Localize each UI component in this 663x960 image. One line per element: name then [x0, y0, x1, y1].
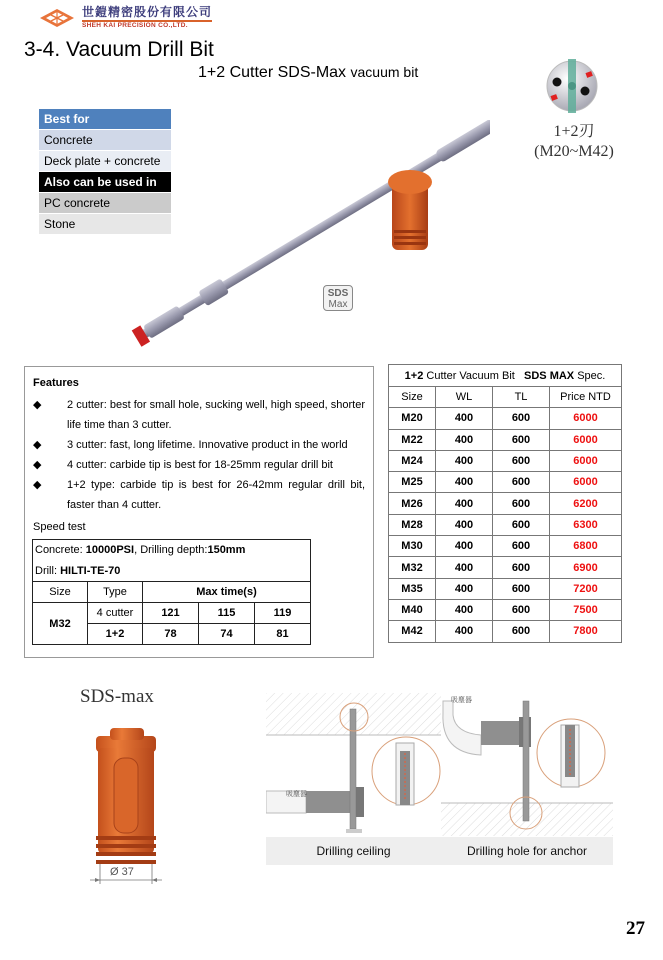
spec-price-cell: 6000 — [550, 408, 622, 429]
cutter-type-line1: 1+2刃 — [553, 123, 595, 140]
features-title: Features — [33, 377, 79, 389]
header-type: Type — [88, 582, 143, 603]
adapter-title: SDS-max — [80, 686, 154, 707]
depth-value: 150mm — [207, 544, 246, 557]
diamond-logo-icon — [38, 8, 76, 28]
sds-max-badge — [323, 285, 353, 311]
spec-price-cell: 7500 — [550, 599, 622, 620]
product-subtitle — [198, 64, 418, 82]
company-name-cn: 世鎧精密股份有限公司 — [82, 6, 212, 22]
spec-size-cell: M24 — [389, 450, 436, 471]
header-max-time: Max time(s) — [143, 582, 311, 603]
speed-test-drill — [33, 561, 311, 582]
spec-row — [389, 578, 622, 599]
concrete-value: 10000PSI — [85, 544, 135, 557]
also-used-item: Stone — [39, 214, 171, 234]
spec-row — [389, 408, 622, 429]
cutter-type-line2: (M20~M42) — [534, 143, 614, 160]
feature-text: 2 cutter: best for small hole, sucking well, high speed, shorter life time than 3 cutter. — [67, 399, 365, 431]
drill-value: HILTI-TE-70 — [60, 564, 121, 577]
spec-size-cell: M30 — [389, 536, 436, 557]
subtitle-small: vacuum bit — [350, 64, 419, 80]
spec-wl-cell: 400 — [436, 514, 493, 535]
spec-price-cell: 6000 — [550, 450, 622, 471]
speed-type-cell: 4 cutter — [88, 603, 143, 624]
speed-test-label: Speed test — [33, 521, 86, 533]
speed-time-cell: 78 — [143, 624, 199, 645]
spec-price-cell: 6300 — [550, 514, 622, 535]
spec-size-cell: M32 — [389, 557, 436, 578]
spec-size-cell: M28 — [389, 514, 436, 535]
drill-label: Drill: — [35, 564, 61, 577]
features-panel — [24, 366, 374, 658]
diamond-bullet-icon: ◆ — [33, 459, 42, 471]
spec-price-cell: 6800 — [550, 536, 622, 557]
speed-time-cell: 115 — [199, 603, 255, 624]
speed-time-cell: 74 — [199, 624, 255, 645]
speed-size-cell: M32 — [33, 603, 88, 645]
spec-tl-cell: 600 — [493, 493, 550, 514]
speed-type-cell: 1+2 — [88, 624, 143, 645]
vacuum-label-2: 吸塵器 — [451, 697, 472, 704]
drilling-anchor-diagram — [441, 693, 613, 865]
spec-tl-cell: 600 — [493, 450, 550, 471]
page-number: 27 — [626, 918, 645, 939]
also-used-header: Also can be used in — [39, 172, 171, 192]
spec-table — [388, 364, 622, 643]
spec-tl-cell: 600 — [493, 408, 550, 429]
spec-wl-cell: 400 — [436, 621, 493, 642]
cutter-face-image — [544, 58, 600, 114]
header-size: Size — [33, 582, 88, 603]
feature-item — [33, 395, 365, 435]
spec-header-wl: WL — [436, 387, 493, 408]
spec-price-cell: 7800 — [550, 621, 622, 642]
feature-item — [33, 455, 365, 475]
spec-tl-cell: 600 — [493, 557, 550, 578]
depth-label: , Drilling depth: — [134, 544, 208, 557]
spec-row — [389, 514, 622, 535]
subtitle-main: 1+2 Cutter SDS-Max — [198, 64, 347, 81]
spec-row — [389, 493, 622, 514]
ceiling-caption: Drilling ceiling — [266, 837, 441, 865]
spec-size-cell: M42 — [389, 621, 436, 642]
spec-size-cell: M26 — [389, 493, 436, 514]
sds-badge-line2: Max — [328, 299, 348, 310]
feature-text: 1+2 type: carbide tip is best for 26-42mm regular drill bit, faster than 4 cutter. — [67, 479, 365, 511]
page-title: 3-4. Vacuum Drill Bit — [24, 38, 214, 61]
spec-price-cell: 6000 — [550, 472, 622, 493]
features-list — [33, 395, 365, 515]
vacuum-label: 吸塵器 — [286, 791, 307, 798]
feature-item — [33, 435, 365, 455]
diamond-bullet-icon: ◆ — [33, 399, 42, 411]
spec-price-cell: 6900 — [550, 557, 622, 578]
spec-tl-cell: 600 — [493, 621, 550, 642]
spec-wl-cell: 400 — [436, 536, 493, 557]
spec-wl-cell: 400 — [436, 493, 493, 514]
adapter-diameter-label: Ø 37 — [110, 866, 134, 878]
spec-row — [389, 621, 622, 642]
anchor-caption: Drilling hole for anchor — [441, 837, 613, 865]
anchor-illustration — [441, 693, 613, 836]
speed-time-cell: 121 — [143, 603, 199, 624]
spec-size-cell: M40 — [389, 599, 436, 620]
cutter-type-label — [524, 122, 624, 162]
drill-bit-image — [130, 120, 490, 350]
spec-price-cell: 6200 — [550, 493, 622, 514]
spec-header-price: Price NTD — [550, 387, 622, 408]
spec-size-cell: M25 — [389, 472, 436, 493]
feature-text: 3 cutter: fast, long lifetime. Innovative product in the world — [67, 439, 348, 451]
spec-wl-cell: 400 — [436, 578, 493, 599]
vacuum-adapter — [388, 170, 432, 250]
spec-price-cell: 7200 — [550, 578, 622, 599]
spec-row — [389, 536, 622, 557]
speed-test-conditions — [33, 540, 311, 561]
caption-bold: SDS MAX — [524, 369, 575, 382]
spec-tl-cell: 600 — [493, 514, 550, 535]
caption-prefix: 1+2 — [404, 369, 424, 382]
concrete-label: Concrete: — [35, 544, 86, 557]
spec-price-cell: 6000 — [550, 429, 622, 450]
feature-text: 4 cutter: carbide tip is best for 18-25mm regular drill bit — [67, 459, 333, 471]
caption-mid: Cutter Vacuum Bit — [423, 369, 515, 382]
feature-item — [33, 475, 365, 515]
company-name-en: SHEH KAI PRECISION CO.,LTD. — [82, 22, 188, 29]
spec-wl-cell: 400 — [436, 450, 493, 471]
drilling-ceiling-diagram — [266, 693, 441, 865]
speed-time-cell: 81 — [255, 624, 311, 645]
spec-table-caption — [389, 365, 622, 387]
best-for-item: Concrete — [39, 130, 171, 150]
spec-tl-cell: 600 — [493, 536, 550, 557]
sds-max-adapter-image — [88, 718, 178, 888]
spec-size-cell: M22 — [389, 429, 436, 450]
diamond-bullet-icon: ◆ — [33, 479, 42, 491]
spec-wl-cell: 400 — [436, 408, 493, 429]
best-for-item: Deck plate + concrete — [39, 151, 171, 171]
ceiling-illustration — [266, 693, 441, 836]
spec-size-cell: M20 — [389, 408, 436, 429]
spec-tl-cell: 600 — [493, 472, 550, 493]
spec-size-cell: M35 — [389, 578, 436, 599]
spec-row — [389, 557, 622, 578]
spec-row — [389, 472, 622, 493]
spec-row — [389, 599, 622, 620]
spec-tl-cell: 600 — [493, 599, 550, 620]
speed-test-table — [32, 539, 311, 645]
spec-wl-cell: 400 — [436, 599, 493, 620]
speed-time-cell: 119 — [255, 603, 311, 624]
spec-header-size: Size — [389, 387, 436, 408]
also-used-item: PC concrete — [39, 193, 171, 213]
spec-tl-cell: 600 — [493, 429, 550, 450]
diamond-bullet-icon: ◆ — [33, 439, 42, 451]
spec-tl-cell: 600 — [493, 578, 550, 599]
spec-wl-cell: 400 — [436, 472, 493, 493]
company-logo — [38, 5, 213, 30]
spec-wl-cell: 400 — [436, 429, 493, 450]
spec-header-tl: TL — [493, 387, 550, 408]
caption-suffix: Spec. — [574, 369, 606, 382]
best-for-header: Best for — [39, 109, 171, 129]
sds-badge-line1: SDS — [327, 288, 349, 299]
spec-row — [389, 429, 622, 450]
spec-row — [389, 450, 622, 471]
spec-wl-cell: 400 — [436, 557, 493, 578]
